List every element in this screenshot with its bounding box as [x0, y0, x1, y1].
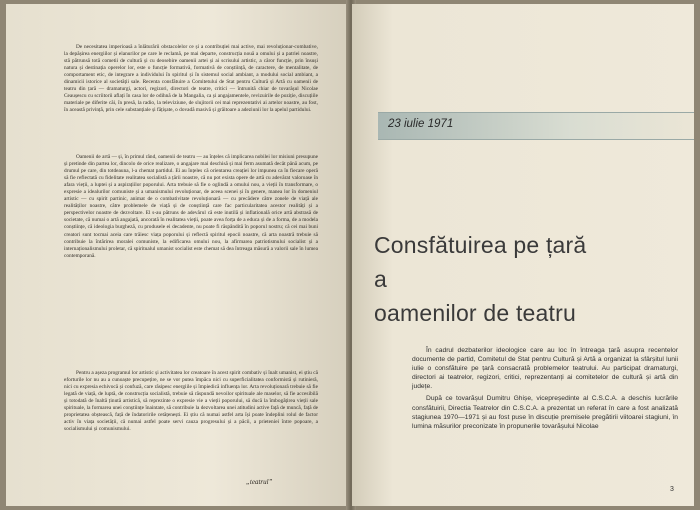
article-title-line-3: oamenilor de teatru — [374, 300, 576, 326]
paragraph: De necesitatea imperioasă a înlăturării obstacolelor ce și a contribuției mai active, mai revoluționar-combative, la depășirea energiilor și elanurilor pe care le reclamă, pe mai departe, construcția nouă a omului și a patriei noastre, stă pătrunsă totă cometii de cultură și cu deosebire oamenii artei și ai scrisului artistic, a căror funcție, prin însuși natura și destinația operelor lor, este o funcție formativă, formativă de conștiință, de caractere, de mentalitate, de comportament etic, de integrare a individului în spiritul și în sistemul social ambiant, a modului social ambiant, a dinamicii istorice al societății sale. Recenta consfătuire a Comitetului de Stat pentru Cultură și Artă cu oamenii de teatru din țară — dramaturgi, actori, regizori, directori de teatre, critici — întrunită chiar de tovarășul Nicolae Ceaușescu cu scriitorii aflați în casa lor de odihnă de la Mangalia, ca și angajamentele, revizuirile de poziție, discuțiile materiale pe diferite căi, în presă, la radio, la televiziune, de slujitorii cei mai reprezentativi ai artelor noastre, au fost, în această privință, prin cele substanțiale și fățișate, o dovadă masivă și grăitoare a adeziunii lor la apelul partidului. — [64, 44, 318, 114]
date-band — [378, 112, 694, 140]
left-page — [6, 4, 350, 506]
paragraph: Oamenii de artă — și, în primul rând, oamenii de teatru — au înțeles că implicarea nobilei lor misiuni presupune și pretinde din partea lor, dincolo de orice realizare, o angajare mai deschisă și mai ferm asumată decât până acum, pe drumul pe care, din totdeauna, l-a chemat partidul. Ei au înțeles că orientarea creației lor impunea ca în fiecare operă să fie reflectată cu fidelitate realitatea socialistă a țării noastre, că nu pot exista opere de artă cu adevărat valoroase în afara vieții, a luptei și a aspirațiilor poporului. Arta trebuie să fie o oglindă a omului nou, a vieții în transformare, o expresie a idealurilor comuniste și a umanismului revoluționar, de aceea scenei și în genere, manea lor în domeniul artistic — cu spirit partinic, animat de o combativitate revoluționară — cu precădere către zonele de viață ale realităților noastre, către problemele de viață și de conștiință care fac particularitatea acestor realități și a perspectivelor noastre de dezvoltare. El s-au pătruns de adevărul că este inutilă și inflatională orice artă abstrasă de societate, că numai o artă angajată, ancorată în realitatea vieții, poate avea forța de a educa și de a forma, de a modela conștiințe, că ideologia burgheză, cu produsele ei decadente, nu poate fi răspândită în poporul nostru; că cei mai buni creatori sunt tocmai aceia care trăiesc viața poporului și reflectă spiritul epocii noastre, că arta noastră trebuie să contribuie la întărirea moralei comuniste, la edificarea omului nou, la afirmarea patriotismului socialist și a internaționalismului proletar, că spiritualul umanist socialist este chemat să dea întreaga măsură a valorii sale în lumea contemporană. — [64, 154, 318, 259]
intro-paragraph-1: În cadrul dezbaterilor ideologice care au loc în întreaga țară asupra recentelor documente de partid, Comitetul de Stat pentru Cultură și Artă a organizat la sfârșitul lunii iulie o consfătuire pe țară consacrată problemelor teatrului. Au participat dramaturgi, directori ai teatrelor, regizori, critici, reprezentanți ai comitetelor de cultură și artă din județe. — [412, 347, 678, 391]
intro-paragraph-2: După ce tovarășul Dumitru Ghișe, vicepreședinte al C.S.C.A. a deschis lucrările consfătuirii, Directia Teatrelor din C.S.C.A. a prezentat un referat în care a fost analizată stagiunea 1970—1971 și au fost puse în discuție premisele pregătirii viitoarei stagiuni, în lumina măsurilor preconizate în propunerile tovarășului Nicolae — [412, 395, 678, 430]
source-signature: „teatrul” — [246, 478, 273, 486]
left-column-paragraph-3 — [64, 370, 318, 433]
article-intro — [412, 346, 678, 434]
right-page — [352, 4, 694, 506]
page-number: 3 — [670, 486, 674, 493]
article-date: 23 iulie 1971 — [388, 118, 454, 130]
paragraph: Pentru a așeza programul lor artistic și activitatea lor creatoare în acest spirit combativ și înalt umanist, ei știu că eforturile lor nu au a cunoaște precupețire, ne se vor putea împăca nici cu superficialitatea conformistă și rutinieră, nici cu expresia echivocă și confuză, care răsipesc energiile și împiedică influența lor. Arta revoluționară trebuie să fie legată de viață, de luptă, de construcția socialistă, trebuie să răspundă nevoilor spirituale ale maselor, să fie accesibilă și totodată de înaltă ținută artistică, să reprezinte o expresie vie a vieții poporului, să ducă la îmbogățirea vieții sale spirituale, la formarea unei conștiințe înaintate, să contribuie la dezvoltarea unei atitudini active față de muncă, față de proprietatea obștească, față de îndatoririle cetățenești. Ei știu că numai astfel arta își poate îndeplini rolul de factor activ în viața societății, că numai astfel poate servi cauza progresului și a păcii, a prieteniei între popoare, a socialismului și comunismului. — [64, 370, 318, 433]
left-column-paragraph-2 — [64, 154, 318, 260]
left-column-paragraph-1 — [64, 44, 318, 114]
article-title-line-1: Consfătuirea pe țară — [374, 232, 587, 258]
article-title-line-2: a — [374, 266, 387, 292]
